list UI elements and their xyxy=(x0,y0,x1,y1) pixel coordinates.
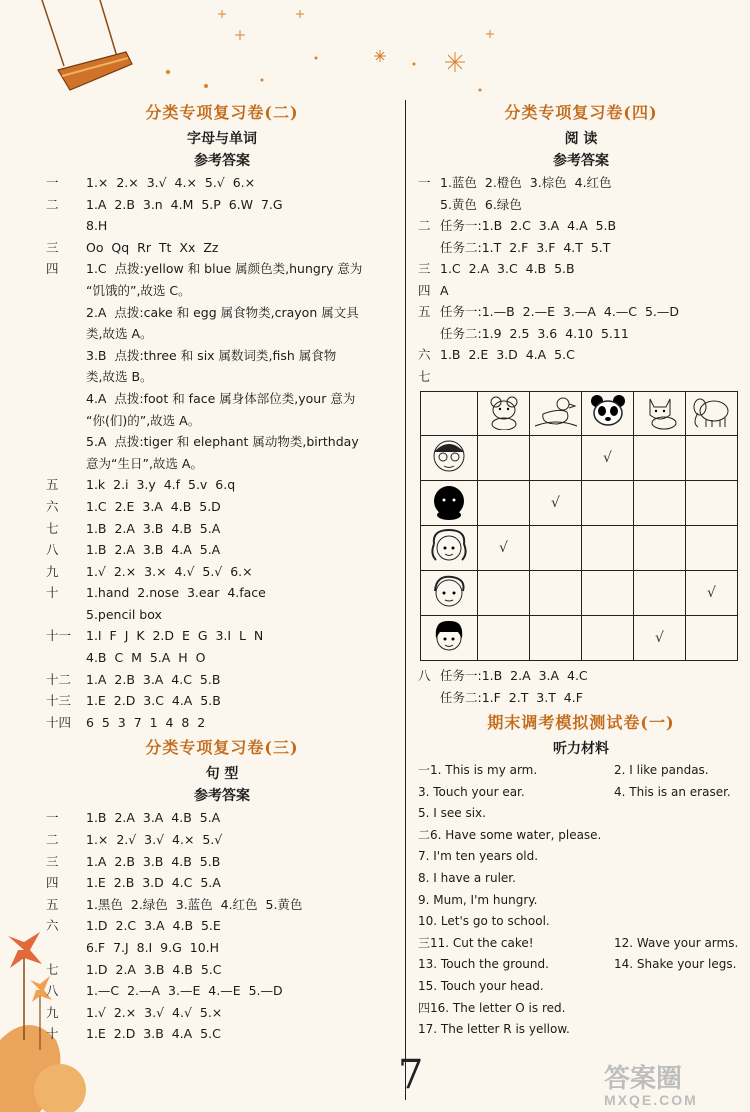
answer-text: 5.黄色 6.绿色 xyxy=(440,196,522,212)
question-number: 七 xyxy=(46,961,59,977)
grid-cell xyxy=(530,616,582,661)
watermark-url: MXQE.COM xyxy=(604,1092,698,1108)
answer-text: 1.B 2.A 3.A 4.B 5.A xyxy=(86,810,221,826)
listening-sentence: 8. I have a ruler. xyxy=(418,870,516,885)
listening-list xyxy=(418,760,744,1041)
question-number: 四 xyxy=(418,282,431,298)
girl-curly-avatar xyxy=(421,526,478,571)
answer-line xyxy=(46,172,398,194)
listening-sentence: 9. Mum, I'm hungry. xyxy=(418,892,538,907)
answer-text: 1.hand 2.nose 3.ear 4.face xyxy=(86,585,266,601)
question-number: 十四 xyxy=(46,714,72,730)
answer-line xyxy=(46,345,398,367)
question-number: 十 xyxy=(46,1026,59,1042)
grid-cell xyxy=(582,526,634,571)
answer-text: 任务二:1.T 2.F 3.F 4.T 5.T xyxy=(440,239,611,255)
grid-cell xyxy=(686,526,738,571)
swing-illustration xyxy=(0,0,750,100)
answer-text: 1.E 2.B 3.D 4.C 5.A xyxy=(86,875,221,891)
answer-line xyxy=(418,194,744,216)
answer-line xyxy=(46,829,398,851)
question-number: 六 xyxy=(46,918,59,934)
answer-text: 任务一:1.—B 2.—E 3.—A 4.—C 5.—D xyxy=(440,304,680,319)
duck-icon xyxy=(530,392,582,436)
answer-heading: 参考答案 xyxy=(194,788,250,805)
grid-cell xyxy=(530,571,582,616)
grid-cell xyxy=(530,526,582,571)
answer-line xyxy=(46,690,398,712)
answer-text: 5.A 点拨:tiger 和 elephant 属动物类,birthday xyxy=(86,434,359,450)
answer-line xyxy=(46,1023,398,1045)
answer-text: 2.A 点拨:cake 和 egg 属食物类,crayon 属文具 xyxy=(86,304,359,320)
answer-text: 1.C 2.A 3.C 4.B 5.B xyxy=(440,261,575,276)
question-number: 八 xyxy=(46,983,59,999)
answer-text: 1.B 2.E 3.D 4.A 5.C xyxy=(440,347,575,362)
check-mark: √ xyxy=(499,540,508,556)
section-subtitle: 阅 读 xyxy=(564,131,598,147)
boy-glasses-avatar xyxy=(421,436,478,481)
answer-text: Oo Qq Rr Tt Xx Zz xyxy=(86,239,219,255)
listening-sentence: 二6. Have some water, please. xyxy=(418,827,602,842)
answer-text: 1.C 点拨:yellow 和 blue 属颜色类,hungry 意为 xyxy=(86,261,363,277)
grid-cell xyxy=(582,616,634,661)
section-title: 分类专项复习卷(四) xyxy=(504,103,658,122)
grid-corner xyxy=(421,392,478,436)
grid-cell xyxy=(530,481,582,526)
listening-sentence: 4. This is an eraser. xyxy=(614,784,731,799)
answer-text: 1.黑色 2.绿色 3.蓝色 4.红色 5.黄色 xyxy=(86,896,303,912)
grid-cell xyxy=(634,436,686,481)
answer-line xyxy=(46,280,398,302)
listening-line xyxy=(418,868,744,890)
check-mark: √ xyxy=(603,450,612,466)
answer-line xyxy=(46,388,398,410)
answer-list xyxy=(418,172,744,387)
answer-text: 1.√ 2.× 3.√ 4.√ 5.× xyxy=(86,1004,223,1020)
answer-line xyxy=(46,194,398,216)
answer-list xyxy=(46,807,398,1045)
answer-text: “饥饿的”,故选 C。 xyxy=(86,282,191,298)
section-subtitle: 听力材料 xyxy=(553,741,609,757)
answer-line xyxy=(418,323,744,345)
boy-hair-avatar xyxy=(421,571,478,616)
answer-line xyxy=(46,410,398,432)
listening-sentence: 3. Touch your ear. xyxy=(418,784,525,799)
listening-line xyxy=(418,890,744,912)
answer-line xyxy=(46,366,398,388)
answer-text: 任务一:1.B 2.A 3.A 4.C xyxy=(440,668,588,683)
question-number: 八 xyxy=(418,668,431,683)
answer-line xyxy=(46,453,398,475)
answer-text: 意为“生日”,故选 A。 xyxy=(86,455,203,471)
answer-line xyxy=(46,851,398,873)
question-number: 三 xyxy=(46,853,59,869)
listening-line xyxy=(418,954,744,976)
section-title: 分类专项复习卷(二) xyxy=(145,103,299,122)
answer-text: 1.A 2.B 3.n 4.M 5.P 6.W 7.G xyxy=(86,196,283,212)
grid-cell xyxy=(478,526,530,571)
answer-line xyxy=(46,937,398,959)
question-number: 五 xyxy=(418,304,431,319)
question-number: 四 xyxy=(46,261,59,277)
listening-sentence: 一1. This is my arm. xyxy=(418,763,538,777)
answer-line xyxy=(46,431,398,453)
answer-line xyxy=(46,625,398,647)
answer-line xyxy=(418,301,744,323)
answer-text: 类,故选 B。 xyxy=(86,369,153,385)
answer-list xyxy=(46,172,398,733)
answer-line xyxy=(46,582,398,604)
listening-sentence: 10. Let's go to school. xyxy=(418,914,550,929)
listening-line xyxy=(418,1019,744,1041)
question-number: 三 xyxy=(418,261,431,276)
answer-line xyxy=(46,894,398,916)
listening-line xyxy=(418,933,744,955)
grid-cell xyxy=(634,571,686,616)
listening-line xyxy=(418,760,744,782)
section-subtitle: 字母与单词 xyxy=(187,131,257,147)
answer-line xyxy=(418,665,744,687)
listening-line xyxy=(418,803,744,825)
answer-text: 5.pencil box xyxy=(86,606,162,622)
question-number: 一 xyxy=(46,810,59,826)
answer-text: 1.E 2.D 3.B 4.A 5.C xyxy=(86,1026,221,1042)
answer-text: 1.—C 2.—A 3.—E 4.—E 5.—D xyxy=(86,983,283,999)
answer-text: 3.B 点拨:three 和 six 属数词类,fish 属食物 xyxy=(86,347,337,363)
grid-cell xyxy=(582,481,634,526)
answer-line xyxy=(46,237,398,259)
question-number: 一 xyxy=(418,175,431,190)
answer-text: 1.× 2.× 3.√ 4.× 5.√ 6.× xyxy=(86,175,256,190)
answer-line xyxy=(418,280,744,302)
grid-cell xyxy=(686,616,738,661)
grid-cell xyxy=(634,526,686,571)
question-number: 九 xyxy=(46,1004,59,1020)
answer-text: 6.F 7.J 8.I 9.G 10.H xyxy=(86,940,220,955)
question-number: 二 xyxy=(418,218,431,233)
section-title: 期末调考模拟测试卷(一) xyxy=(487,713,675,732)
answer-line xyxy=(46,518,398,540)
question-number: 一 xyxy=(46,175,59,190)
answer-text: “你(们)的”,故选 A。 xyxy=(86,412,201,428)
answer-line xyxy=(46,561,398,583)
answer-line xyxy=(46,915,398,937)
answer-line xyxy=(46,539,398,561)
answer-line xyxy=(46,959,398,981)
grid-cell xyxy=(582,571,634,616)
question-number: 九 xyxy=(46,563,59,579)
listening-line xyxy=(418,998,744,1020)
listening-line xyxy=(418,976,744,998)
question-number: 十一 xyxy=(46,628,72,644)
watermark-logo: 答案圈 xyxy=(604,1063,683,1093)
answer-text: 1.× 2.√ 3.√ 4.× 5.√ xyxy=(86,832,223,848)
answer-line xyxy=(418,344,744,366)
question-number: 八 xyxy=(46,542,59,558)
listening-sentence: 四16. The letter O is red. xyxy=(418,1000,566,1015)
answer-text: 1.E 2.D 3.C 4.A 5.B xyxy=(86,693,221,709)
answer-line xyxy=(46,496,398,518)
answer-text: 任务一:1.B 2.C 3.A 4.A 5.B xyxy=(440,218,617,233)
question-number: 十 xyxy=(46,585,59,601)
answer-text: 1.B 2.A 3.B 4.A 5.A xyxy=(86,542,221,558)
listening-sentence: 2. I like pandas. xyxy=(614,763,709,777)
answer-text: 1.蓝色 2.橙色 3.棕色 4.红色 xyxy=(440,175,612,190)
check-mark: √ xyxy=(707,585,716,601)
check-mark: √ xyxy=(551,495,560,511)
question-number: 七 xyxy=(418,368,431,384)
panda-icon xyxy=(582,392,634,436)
grid-cell xyxy=(478,436,530,481)
check-mark: √ xyxy=(655,630,664,646)
grid-cell xyxy=(478,571,530,616)
answer-text: 类,故选 A。 xyxy=(86,326,153,342)
listening-sentence: 5. I see six. xyxy=(418,806,486,821)
answer-list xyxy=(418,665,744,708)
question-number: 五 xyxy=(46,477,59,493)
girl-dark-hair-avatar xyxy=(421,616,478,661)
listening-sentence: 15. Touch your head. xyxy=(418,978,544,993)
answer-line xyxy=(418,215,744,237)
question-number: 三 xyxy=(46,239,59,255)
answer-text: 8.H xyxy=(86,218,108,234)
grid-cell xyxy=(686,436,738,481)
answer-line xyxy=(418,687,744,709)
answer-text: 1.k 2.i 3.y 4.f 5.v 6.q xyxy=(86,477,236,493)
bear-icon xyxy=(478,392,530,436)
question-number: 五 xyxy=(46,896,59,912)
right-column xyxy=(418,98,744,1041)
listening-line xyxy=(418,782,744,804)
boy-dark-avatar xyxy=(421,481,478,526)
listening-line xyxy=(418,911,744,933)
question-number: 七 xyxy=(46,520,59,536)
answer-line xyxy=(46,604,398,626)
answer-line xyxy=(46,215,398,237)
question-number: 二 xyxy=(46,196,59,212)
answer-line xyxy=(46,474,398,496)
watermark xyxy=(604,1064,698,1108)
question-number: 六 xyxy=(46,498,59,514)
listening-sentence: 14. Shake your legs. xyxy=(614,957,737,972)
answer-line xyxy=(46,872,398,894)
listening-sentence: 13. Touch the ground. xyxy=(418,957,549,972)
listening-sentence: 三11. Cut the cake! xyxy=(418,935,534,950)
answer-text: 1.A 2.B 3.A 4.C 5.B xyxy=(86,671,221,687)
grid-cell xyxy=(634,481,686,526)
grid-cell xyxy=(634,616,686,661)
page-number: 7 xyxy=(398,1052,424,1098)
answer-line xyxy=(46,323,398,345)
grid-cell xyxy=(686,481,738,526)
answer-line xyxy=(46,647,398,669)
answer-line xyxy=(418,172,744,194)
grid-cell xyxy=(686,571,738,616)
answer-text: 1.B 2.A 3.B 4.B 5.A xyxy=(86,520,221,536)
answer-line xyxy=(46,258,398,280)
answer-text: 任务二:1.F 2.T 3.T 4.F xyxy=(440,689,583,705)
listening-sentence: 12. Wave your arms. xyxy=(614,935,739,950)
answer-heading: 参考答案 xyxy=(553,153,609,169)
section-subtitle: 句 型 xyxy=(205,766,239,783)
question-number: 十二 xyxy=(46,671,72,687)
answer-text: A xyxy=(440,282,449,298)
grid-cell xyxy=(478,481,530,526)
listening-sentence: 17. The letter R is yellow. xyxy=(418,1022,570,1037)
listening-sentence: 7. I'm ten years old. xyxy=(418,849,539,864)
answer-line xyxy=(418,258,744,280)
answer-text: 1.I F J K 2.D E G 3.I L N xyxy=(86,628,264,644)
answer-heading: 参考答案 xyxy=(194,153,250,169)
answer-text: 1.A 2.B 3.B 4.B 5.B xyxy=(86,853,221,869)
elephant-icon xyxy=(686,392,738,436)
listening-line xyxy=(418,846,744,868)
answer-text: 1.D 2.A 3.B 4.B 5.C xyxy=(86,961,222,977)
answer-text: 1.D 2.C 3.A 4.B 5.E xyxy=(86,918,221,934)
question-number: 二 xyxy=(46,832,59,848)
answer-text: 6 5 3 7 1 4 8 2 xyxy=(86,714,206,730)
question-number: 四 xyxy=(46,875,59,891)
answer-line xyxy=(46,1002,398,1024)
answer-line xyxy=(418,366,744,388)
matching-grid xyxy=(420,391,738,661)
section-title: 分类专项复习卷(三) xyxy=(145,738,299,758)
question-number: 十三 xyxy=(46,693,72,709)
answer-text: 1.√ 2.× 3.× 4.√ 5.√ 6.× xyxy=(86,563,253,579)
answer-text: 4.A 点拨:foot 和 face 属身体部位类,your 意为 xyxy=(86,390,356,406)
question-number: 六 xyxy=(418,347,431,362)
answer-line xyxy=(46,807,398,829)
answer-text: 1.C 2.E 3.A 4.B 5.D xyxy=(86,498,221,514)
answer-line xyxy=(46,669,398,691)
grid-cell xyxy=(478,616,530,661)
left-column xyxy=(46,98,398,1045)
answer-line xyxy=(46,712,398,734)
listening-line xyxy=(418,825,744,847)
grid-cell xyxy=(530,436,582,481)
answer-line xyxy=(46,980,398,1002)
answer-line xyxy=(418,237,744,259)
answer-text: 任务二:1.9 2.5 3.6 4.10 5.11 xyxy=(440,325,629,341)
answer-text: 4.B C M 5.A H O xyxy=(86,650,206,666)
cat-icon xyxy=(634,392,686,436)
column-divider xyxy=(405,100,406,1100)
grid-cell xyxy=(582,436,634,481)
answer-line xyxy=(46,302,398,324)
